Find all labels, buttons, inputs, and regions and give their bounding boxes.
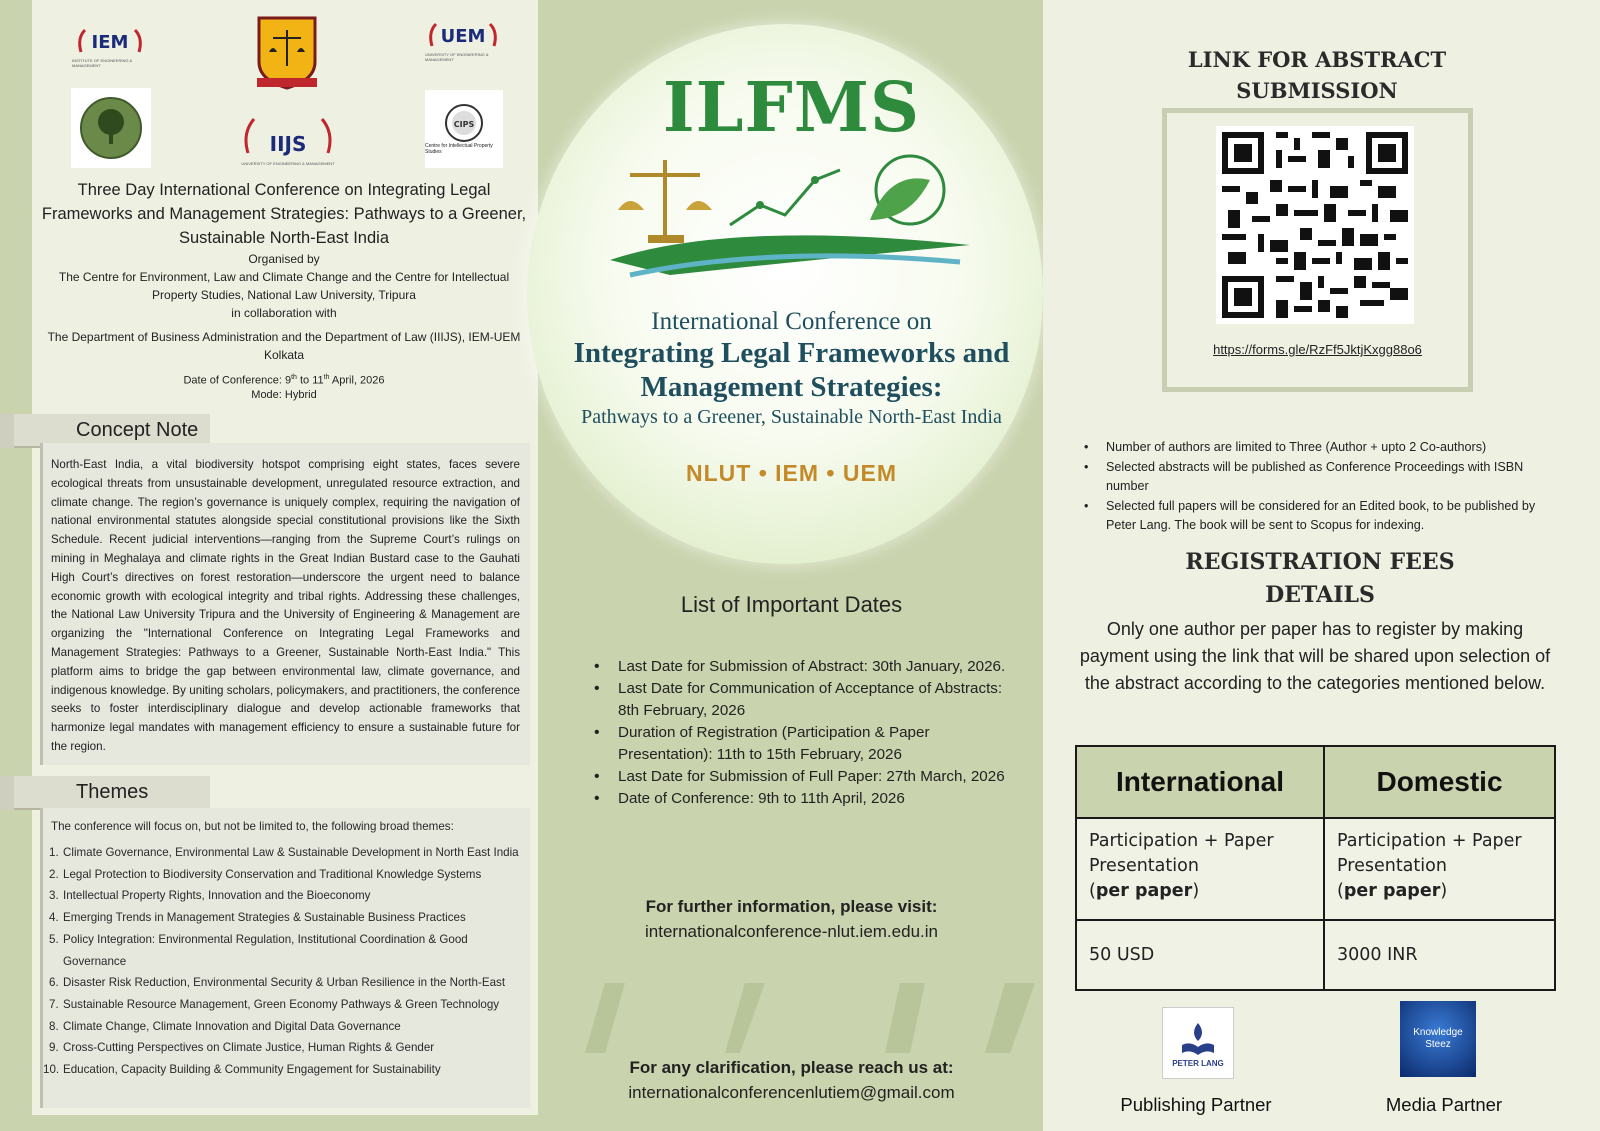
themes-heading: Themes [0, 776, 210, 810]
cips-logo [425, 90, 503, 168]
book-flame-icon [1178, 1019, 1218, 1059]
registration-heading: REGISTRATION FEES DETAILS [1185, 549, 1455, 608]
uem-subtitle: UNIVERSITY OF ENGINEERING & MANAGEMENT [425, 52, 489, 62]
theme-item: 4. Emerging Trends in Management Strategies & Sustainable Business Practices [49, 911, 466, 925]
important-dates-heading: List of Important Dates [680, 592, 903, 617]
conference-mode: Mode: Hybrid [251, 389, 317, 401]
uem-logo [425, 16, 501, 66]
nlut-logo [255, 14, 319, 94]
conference-subtitle-line3: Pathways to a Greener, Sustainable North-East India [581, 406, 1002, 428]
date-item: • Last Date for Submission of Full Paper: 27th March, 2026 [590, 766, 1010, 788]
svg-text:UEM: UEM [440, 26, 486, 47]
iem-logo [72, 18, 148, 74]
publishing-partner-label: Publishing Partner [1120, 1094, 1272, 1115]
conference-title: Three Day International Conference on Integrating Legal Frameworks and Management Strategies: Pathways to a Greener, Sustainable North-East India [41, 181, 527, 247]
institutions-line: NLUT • IEM • UEM [686, 460, 897, 486]
uem-emblem-icon [426, 20, 500, 52]
collaborators-text: The Department of Business Administration and the Department of Law (IIIJS), IEM-UEM Kolkata [47, 330, 521, 362]
submission-notes [1080, 438, 1558, 536]
concept-note-heading: Concept Note [0, 414, 210, 448]
theme-item: 8. Climate Change, Climate Innovation and Digital Data Governance [49, 1019, 401, 1033]
themes-box [40, 808, 530, 1108]
cips-seal-icon [444, 103, 484, 143]
theme-item: 2. Legal Protection to Biodiversity Conservation and Traditional Knowledge Systems [49, 867, 482, 881]
theme-item: 5. Policy Integration: Environmental Regulation, Institutional Coordination & Good Governance [49, 932, 468, 968]
international-header: International [1076, 746, 1324, 818]
theme-item: 9. Cross-Cutting Perspectives on Climate Justice, Human Rights & Gender [49, 1041, 435, 1055]
themes-list [43, 842, 522, 1081]
svg-text:CIPS: CIPS [453, 120, 475, 129]
cips-subtitle: Centre for Intellectual Property Studies [425, 143, 493, 155]
contact-info [540, 1055, 1043, 1105]
note-item: • Selected full papers will be considered for an Edited book, to be published by Peter Lang. The book will be sent to Scopus for indexing. [1080, 497, 1558, 536]
conference-subtitle-line2: Integrating Legal Frameworks and Management Strategies: [573, 337, 1010, 403]
date-item: • Last Date for Submission of Abstract: 30th January, 2026. [590, 656, 1010, 678]
contact-email-link[interactable]: internationalconferencenlutiem@gmail.com [628, 1083, 955, 1102]
international-fee: 50 USD [1076, 920, 1324, 990]
nlut-shield-icon [255, 14, 319, 94]
fees-amount-row [1076, 920, 1555, 990]
further-info-label: For further information, please visit: [645, 897, 938, 916]
decorative-foliage [565, 983, 1043, 1053]
website-link[interactable]: internationalconference-nlut.iem.edu.in [645, 922, 938, 941]
fees-category-row [1076, 818, 1555, 920]
qr-code-icon[interactable] [1216, 126, 1414, 324]
tree-seal-icon [79, 96, 143, 160]
knowledge-steez-logo: Knowledge Steez [1400, 1001, 1476, 1077]
domestic-header: Domestic [1324, 746, 1555, 818]
theme-item: 10. Education, Capacity Building & Community Engagement for Sustainability [43, 1063, 441, 1077]
themes-intro: The conference will focus on, but not be limited to, the following broad themes: [51, 820, 454, 833]
note-item: • Number of authors are limited to Three (Author + upto 2 Co-authors) [1080, 438, 1558, 458]
fees-table [1075, 745, 1556, 991]
important-dates-list [590, 656, 1010, 810]
domestic-category: Participation + Paper Presentation (per paper) [1324, 818, 1555, 920]
iem-subtitle: INSTITUTE OF ENGINEERING & MANAGEMENT [72, 58, 133, 68]
registration-description: Only one author per paper has to register by making payment using the link that will be shared upon selection of the abstract according to the categories mentioned below. [1079, 619, 1551, 693]
theme-item: 7. Sustainable Resource Management, Green Economy Pathways & Green Technology [49, 997, 500, 1011]
concept-note-box [40, 443, 530, 765]
international-category: Participation + Paper Presentation (per paper) [1076, 818, 1324, 920]
note-item: • Selected abstracts will be published as Conference Proceedings with ISBN number [1080, 458, 1558, 497]
theme-item: 6. Disaster Risk Reduction, Environmental Security & Urban Resilience in the North-East [49, 976, 506, 990]
svg-text:IIJS: IIJS [269, 131, 307, 156]
iem-emblem-icon [75, 24, 145, 58]
contact-label: For any clarification, please reach us at: [629, 1058, 954, 1077]
svg-text:IEM: IEM [91, 32, 129, 53]
media-partner-label: Media Partner [1385, 1094, 1503, 1115]
peter-lang-logo: PETER LANG [1162, 1007, 1234, 1079]
justice-growth-leaf-icon [610, 150, 970, 280]
abstract-link-heading: LINK FOR ABSTRACT SUBMISSION [1187, 47, 1447, 103]
celcc-logo [71, 88, 151, 168]
conference-subtitle-line1: International Conference on [651, 308, 932, 335]
abstract-form-link[interactable]: https://forms.gle/RzFf5JktjKxgg88o6 [1213, 342, 1422, 357]
organisers-text: The Centre for Environment, Law and Climate Change and the Centre for Intellectual Property Studies, National Law University, Tripura [58, 270, 510, 302]
domestic-fee: 3000 INR [1324, 920, 1555, 990]
iijs-logo [238, 108, 338, 170]
date-item: • Date of Conference: 9th to 11th April, 2026 [590, 788, 1010, 810]
ilfms-wordmark: ILFMS [662, 68, 921, 148]
concept-note-text: North-East India, a vital biodiversity hotspot comprising eight states, faces severe ecological threats from unsustainable development, unregulated resource extraction, and climate change. The region’s governance is uniquely complex, requiring the navigation of national environmental statutes alongside special constitutional provisions like the Sixth Schedule. Recent judicial interventions—ranging from the Supreme Court’s rulings on mining in Meghalaya and climate rights in the Great Indian Bustard case to the Gauhati High Court’s directives on forest restoration—underscore the urgent need to balance economic growth with ecological integrity and tribal rights. Addressing these challenges, the National Law University Tripura and the University of Engineering & Management are organizing the "International Conference on Integrating Legal Frameworks and Management Strategies: Pathways to a Greener, Sustainable North-East India." This platform aims to bridge the gap between environmental law, climate governance, and indigenous knowledge. By uniting scholars, policymakers, and practitioners, the conference seeks to foster interdisciplinary dialogue and develop actionable frameworks that harmonize legal mandates with management efficiency to ensure a sustainable future for the region. [51, 458, 520, 753]
iijs-subtitle: UNIVERSITY OF ENGINEERING & MANAGEMENT [241, 160, 335, 166]
theme-item: 1. Climate Governance, Environmental Law & Sustainable Development in North East India [49, 846, 519, 859]
collaboration-label: in collaboration with [231, 306, 337, 320]
further-info [540, 894, 1043, 944]
theme-item: 3. Intellectual Property Rights, Innovation and the Bioeconomy [49, 889, 371, 903]
fees-header-row [1076, 746, 1555, 818]
iijs-emblem-icon [240, 113, 336, 161]
organised-by-label: Organised by [248, 252, 320, 266]
date-item: • Duration of Registration (Participation & Paper Presentation): 11th to 15th February, 2026 [590, 722, 1010, 766]
date-item: • Last Date for Communication of Acceptance of Abstracts: 8th February, 2026 [590, 678, 1010, 722]
conference-date: Date of Conference: 9th to 11th April, 2026 [183, 374, 385, 387]
